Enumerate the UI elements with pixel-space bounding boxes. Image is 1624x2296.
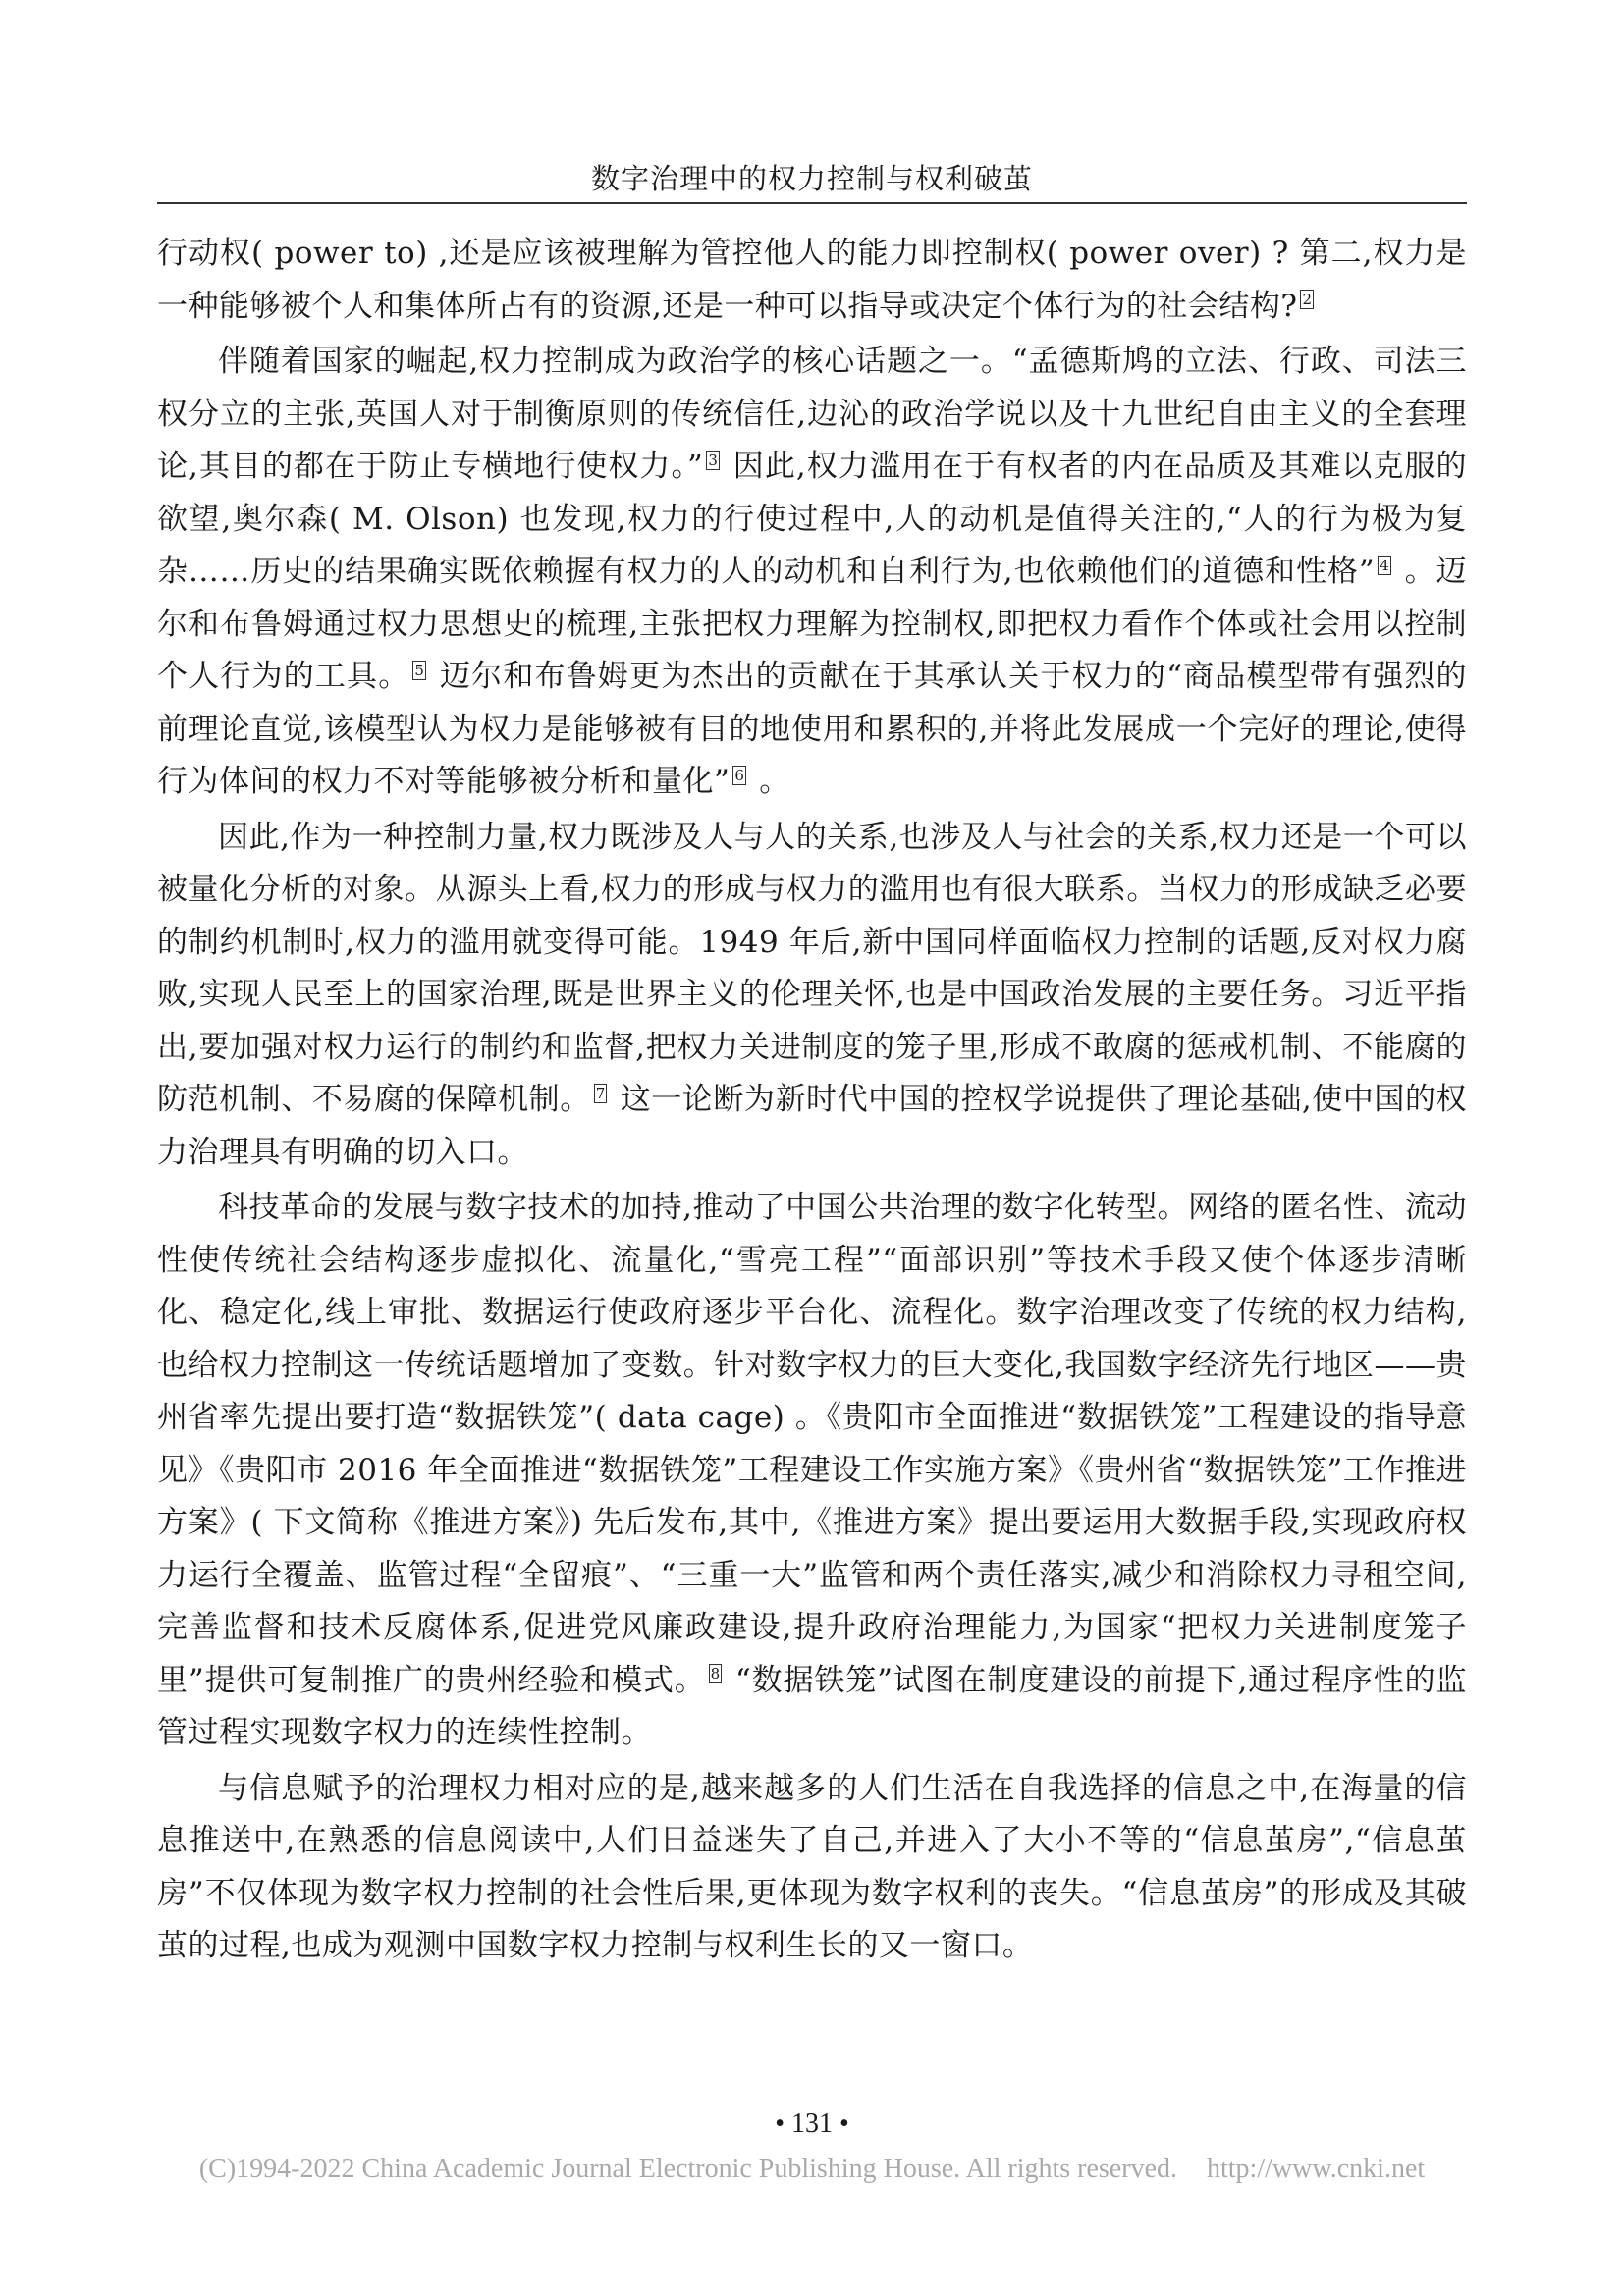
paragraph-text: 因此,作为一种控制力量,权力既涉及人与人的关系,也涉及人与社会的关系,权力还是一个可以被量化分析的对象。从源头上看,权力的形成与权力的滥用也有很大联系。当权力的形成缺乏必要的制约机制时,权力的滥用就变得可能。1949 年后,新中国同样面临权力控制的话题,反对权力腐败,实现人民至上的国家治理,既是世界主义的伦理关怀,也是中国政治发展的主要任务。习近平指出,要加强对权力运行的制约和监督,把权力关进制度的笼子里,形成不敢腐的惩戒机制、不能腐的防范机制、不易腐的保障机制。 xyxy=(157,819,1467,1117)
cnki-url[interactable]: http://www.cnki.net xyxy=(1207,2154,1426,2184)
paragraph-text: 这一论断为新时代中国的控权学说提供了理论基础,使中国的权力治理具有明确的切入口。 xyxy=(157,1082,1467,1170)
body-paragraph xyxy=(157,1182,1467,1760)
body-paragraph xyxy=(157,1763,1467,1973)
footnote-marker[interactable]: 4 xyxy=(1380,556,1389,574)
paragraph-text: “数据铁笼”试图在制度建设的前提下,通过程序性的监管过程实现数字权力的连续性控制。 xyxy=(157,1662,1467,1750)
header-rule xyxy=(157,202,1467,204)
footnote-marker[interactable]: 2 xyxy=(1302,291,1313,309)
footnote-marker[interactable]: 3 xyxy=(708,451,718,469)
article-body xyxy=(157,228,1467,1973)
paragraph-text: 迈尔和布鲁姆更为杰出的贡献在于其承认关于权力的“商品模型带有强烈的前理论直觉,该模型认为权力是能够被有目的地使用和累积的,并将此发展成一个完好的理论,使得行为体间的权力不对等能够被分析和量化” xyxy=(157,659,1468,799)
footnote-marker[interactable]: 6 xyxy=(734,766,744,784)
paragraph-text: 与信息赋予的治理权力相对应的是,越来越多的人们生活在自我选择的信息之中,在海量的信息推送中,在熟悉的信息阅读中,人们日益迷失了自己,并进入了大小不等的“信息茧房”,“信息茧房”不仅体现为数字权力控制的社会性后果,更体现为数字权利的丧失。“信息茧房”的形成及其破茧的过程,也成为观测中国数字权力控制与权利生长的又一窗口。 xyxy=(157,1770,1467,1963)
paragraph-text: 科技革命的发展与数字技术的加持,推动了中国公共治理的数字化转型。网络的匿名性、流动性使传统社会结构逐步虚拟化、流量化,“雪亮工程”“面部识别”等技术手段又使个体逐步清晰化、稳定化,线上审批、数据运行使政府逐步平台化、流程化。数字治理改变了传统的权力结构,也给权力控制这一传统话题增加了变数。针对数字权力的巨大变化,我国数字经济先行地区——贵州省率先提出要打造“数据铁笼”( data cage) 。《贵阳市全面推进“数据铁笼”工程建设的指导意见》《贵阳市 2016 年全面推进“数据铁笼”工程建设工作实施方案》《贵州省“数据铁笼”工作推进方案》( 下文简称《推进方案》) 先后发布,其中,《推进方案》提出要运用大数据手段,实现政府权力运行全覆盖、监管过程“全留痕”、“三重一大”监管和两个责任落实,减少和消除权力寻租空间,完善监督和技术反腐体系,促进党风廉政建设,提升政府治理能力,为国家“把权力关进制度笼子里”提供可复制推广的贵州经验和模式。 xyxy=(157,1190,1467,1698)
footnote-marker[interactable]: 7 xyxy=(595,1084,606,1102)
page-number: • 131 • xyxy=(775,2109,849,2139)
paragraph-text: 因此,权力滥用在于有权者的内在品质及其难以克服的欲望,奥尔森( M. Olson) 也发现,权力的行使过程中,人的动机是值得关注的,“人的行为极为复杂……历史的结果确实既依赖握有权力的人的动机和自利行为,也依赖他们的道德和性格” xyxy=(157,449,1467,589)
copyright-line xyxy=(10,2154,1614,2185)
paragraph-text: 。迈尔和布鲁姆通过权力思想史的梳理,主张把权力理解为控制权,即把权力看作个体或社会用以控制个人行为的工具。 xyxy=(157,554,1468,694)
running-title: 数字治理中的权力控制与权利破茧 xyxy=(590,162,1033,195)
paragraph-text: 行动权( power to) ,还是应该被理解为管控他人的能力即控制权( power over) ? 第二,权力是一种能够被个人和集体所占有的资源,还是一种可以指导或决定个体行为的社会结构? xyxy=(157,236,1467,324)
copyright-notice: (C)1994-2022 China Academic Journal Electronic Publishing House. All rights reserved. xyxy=(198,2154,1177,2184)
body-paragraph xyxy=(157,336,1467,809)
paragraph-text: 。 xyxy=(748,764,790,799)
body-paragraph xyxy=(157,228,1467,333)
footnote-marker[interactable]: 5 xyxy=(414,661,424,679)
paragraph-text: 伴随着国家的崛起,权力控制成为政治学的核心话题之一。“孟德斯鸠的立法、行政、司法三权分立的主张,英国人对于制衡原则的传统信任,边沁的政治学说以及十九世纪自由主义的全套理论,其目的都在于防止专横地行使权力。” xyxy=(157,344,1467,484)
footnote-marker[interactable]: 8 xyxy=(710,1665,721,1683)
body-paragraph xyxy=(157,812,1467,1180)
